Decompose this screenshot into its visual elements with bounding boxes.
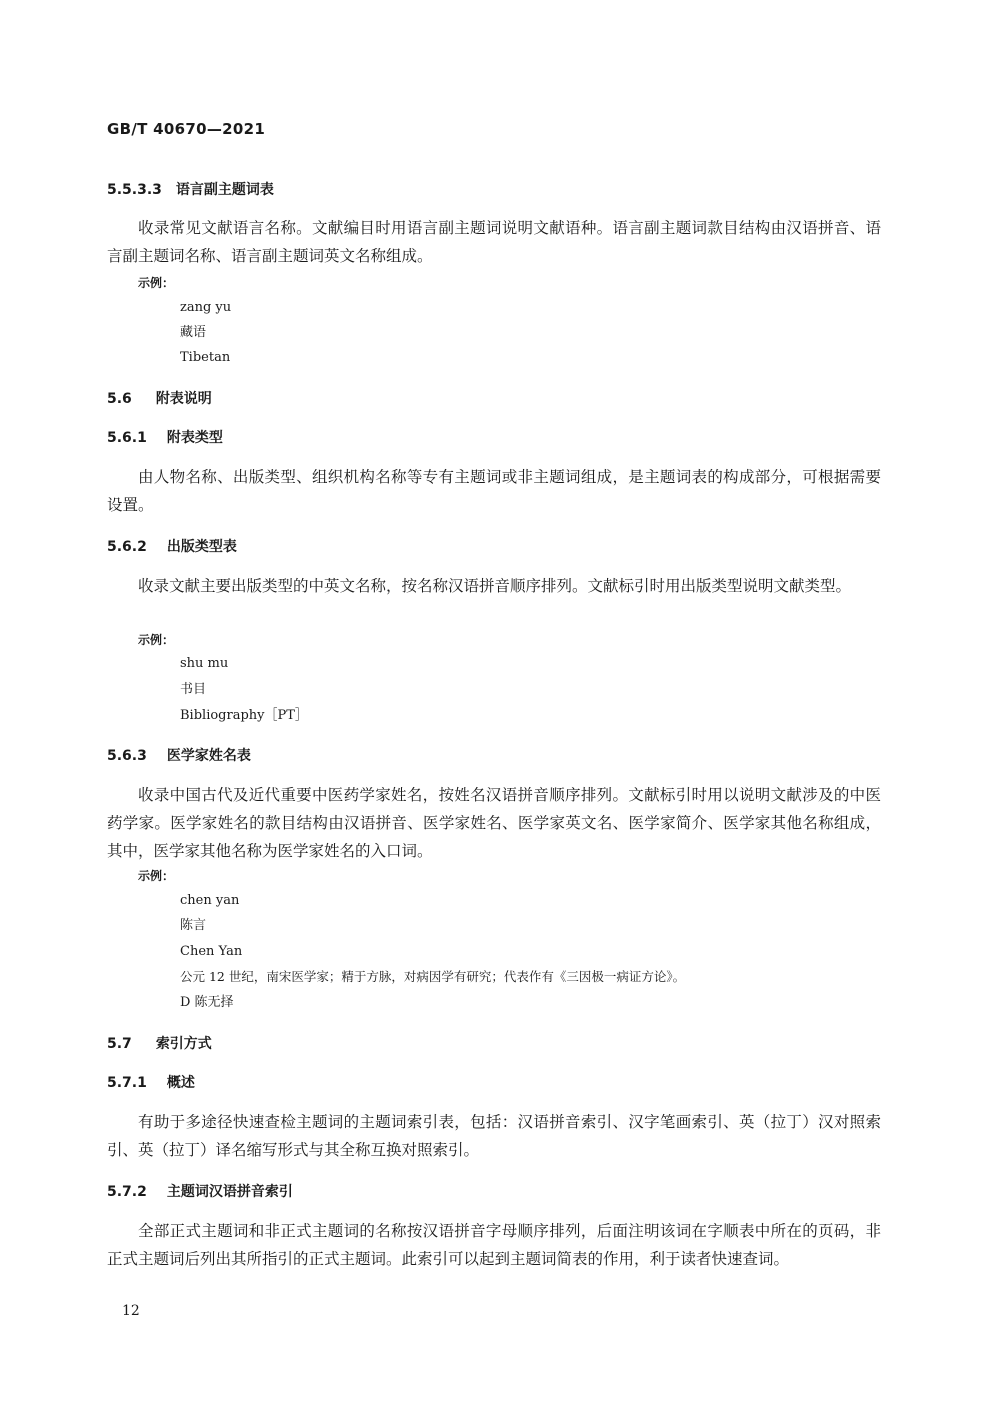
example-line: Chen Yan (180, 944, 243, 959)
example-label: 示例： (138, 276, 175, 290)
section-title: 索引方式 (155, 1036, 212, 1052)
paragraph-publication-types: 收录文献主要出版类型的中英文名称，按名称汉语拼音顺序排列。文献标引时用出版类型说明文献类型。 (138, 577, 852, 595)
section-number: 5.7.1 (107, 1075, 147, 1091)
paragraph-appendix-types: 由人物名称、出版类型、组织机构名称等专有主题词或非主题词组成，是主题词表的构成部分，可根据需要设置。 (107, 468, 881, 514)
section-heading-5-6-3 (107, 746, 251, 766)
section-number: 5.6.2 (107, 539, 147, 555)
section-title: 医学家姓名表 (166, 748, 251, 764)
section-heading-5-7 (107, 1034, 212, 1054)
example-line: 陈言 (180, 918, 207, 933)
example-label: 示例： (138, 869, 175, 883)
section-heading-5-6-2 (107, 537, 237, 557)
section-title: 概述 (166, 1075, 195, 1091)
section-number: 5.7 (107, 1036, 132, 1052)
example-line: Bibliography［PT］ (180, 708, 308, 723)
example-line: zang yu (180, 300, 232, 315)
example-line: 藏语 (180, 325, 207, 340)
section-heading-5-7-2 (107, 1182, 293, 1202)
section-heading-5-5-3-3 (107, 180, 274, 200)
section-title: 主题词汉语拼音索引 (166, 1184, 293, 1200)
section-heading-5-6-1 (107, 428, 223, 448)
paragraph-physician-names: 收录中国古代及近代重要中医药学家姓名，按姓名汉语拼音顺序排列。文献标引时用以说明文献涉及的中医药学家。医学家姓名的款目结构由汉语拼音、医学家姓名、医学家英文名、医学家简介、医学家其他名称组成，其中，医学家其他名称为医学家姓名的入口词。 (107, 786, 881, 860)
example-line: chen yan (180, 893, 240, 908)
section-heading-5-6 (107, 389, 212, 409)
section-number: 5.6.3 (107, 748, 147, 764)
example-line: 公元 12 世纪，南宋医学家；精于方脉，对病因学有研究；代表作有《三因极一病证方论》。 (180, 969, 686, 984)
example-line: Tibetan (180, 350, 231, 365)
standard-code: GB/T 40670—2021 (107, 120, 266, 138)
example-line: 书目 (180, 682, 207, 697)
paragraph-index-overview: 有助于多途径快速查检主题词的主题词索引表，包括：汉语拼音索引、汉字笔画索引、英（拉丁）汉对照索引、英（拉丁）译名缩写形式与其全称互换对照索引。 (107, 1113, 881, 1159)
section-number: 5.6 (107, 391, 132, 407)
section-title: 语言副主题词表 (175, 182, 274, 198)
section-number: 5.5.3.3 (107, 182, 162, 198)
section-title: 附表类型 (166, 430, 223, 446)
page-number: 12 (122, 1303, 140, 1319)
section-title: 出版类型表 (166, 539, 237, 555)
example-line: shu mu (180, 656, 229, 671)
section-number: 5.7.2 (107, 1184, 147, 1200)
section-number: 5.6.1 (107, 430, 147, 446)
section-title: 附表说明 (155, 391, 212, 407)
example-label: 示例： (138, 633, 175, 647)
example-line: D 陈无择 (180, 995, 234, 1010)
paragraph-language-subheadings: 收录常见文献语言名称。文献编目时用语言副主题词说明文献语种。语言副主题词款目结构由汉语拼音、语言副主题词名称、语言副主题词英文名称组成。 (107, 219, 881, 265)
paragraph-pinyin-index: 全部正式主题词和非正式主题词的名称按汉语拼音字母顺序排列，后面注明该词在字顺表中所在的页码，非正式主题词后列出其所指引的正式主题词。此索引可以起到主题词简表的作用，利于读者快速查词。 (107, 1222, 881, 1268)
section-heading-5-7-1 (107, 1073, 195, 1093)
